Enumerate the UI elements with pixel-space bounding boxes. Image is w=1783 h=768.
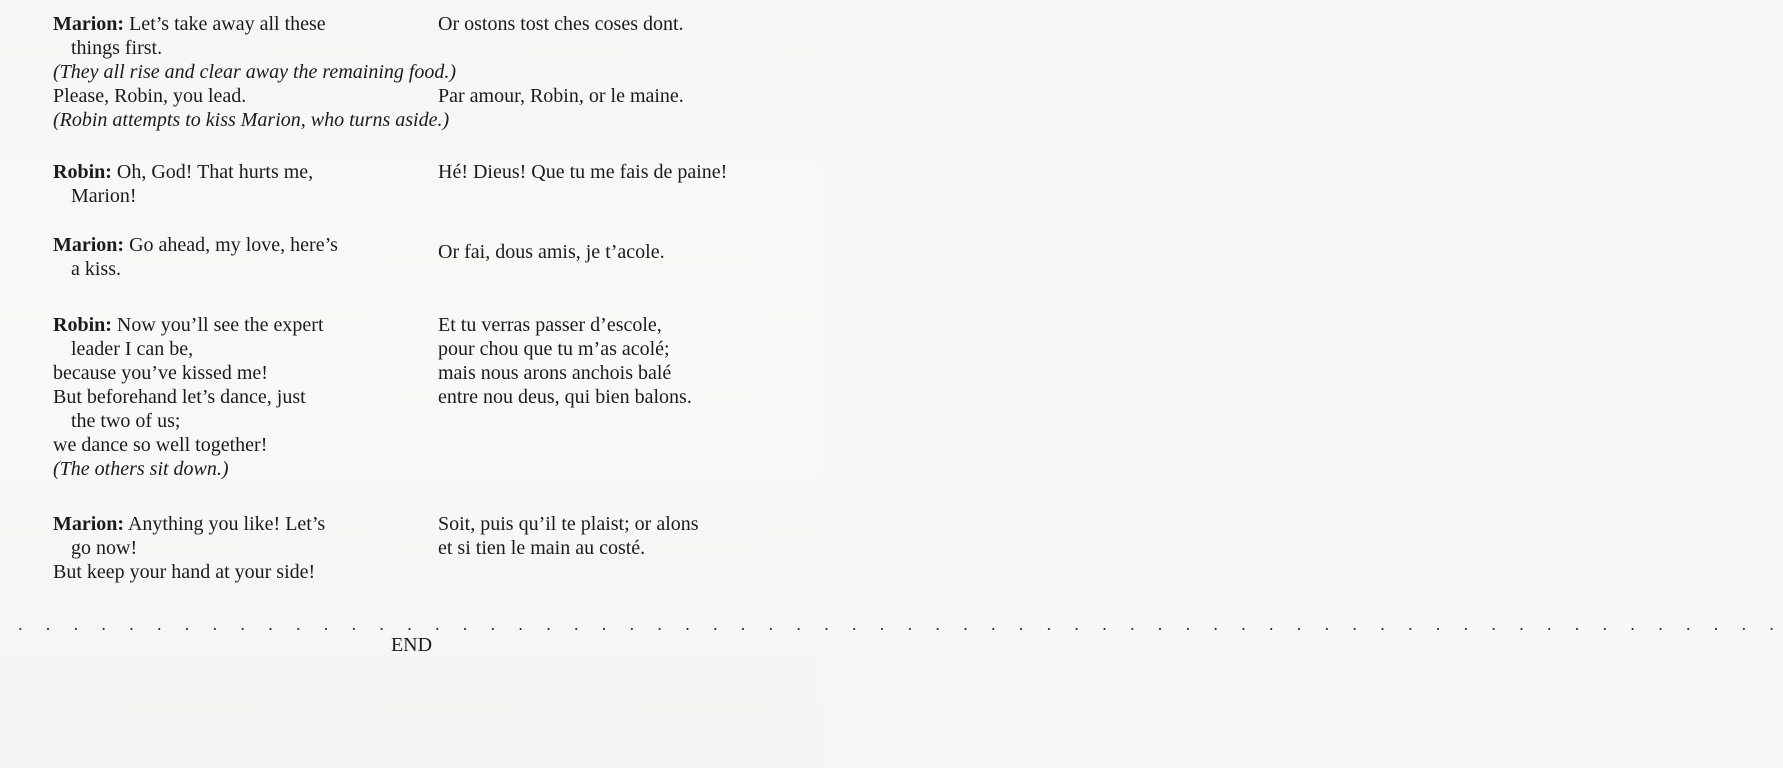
french-line: Par amour, Robin, or le maine. xyxy=(438,85,684,107)
french-line: Hé! Dieus! Que tu me fais de paine! xyxy=(438,161,728,183)
stage-direction xyxy=(53,60,753,84)
french-line: mais nous arons anchois balé xyxy=(438,362,672,384)
english-line: things first. xyxy=(71,37,163,59)
stage-direction-text: (The others sit down.) xyxy=(53,458,229,480)
speaker-name: Marion: xyxy=(53,234,125,256)
french-stanza-6 xyxy=(438,512,818,560)
english-line xyxy=(53,233,398,257)
end-label: END xyxy=(390,634,433,656)
french-line: Or fai, dous amis, je t’acole. xyxy=(438,241,665,263)
dialogue-text: Oh, God! That hurts me, xyxy=(111,161,314,183)
english-line: the two of us; xyxy=(71,410,181,432)
english-stanza-6 xyxy=(53,512,398,584)
english-stanza-1 xyxy=(53,12,398,60)
english-line xyxy=(53,160,398,184)
french-stanza-4 xyxy=(438,240,818,264)
speaker-name: Robin: xyxy=(53,314,112,336)
english-stanza-2 xyxy=(53,84,398,108)
english-line xyxy=(53,12,398,36)
stage-direction-text: (They all rise and clear away the remaining food.) xyxy=(53,61,457,83)
english-stanza-4 xyxy=(53,233,398,281)
english-line: we dance so well together! xyxy=(53,434,268,456)
english-line: because you’ve kissed me! xyxy=(53,362,268,384)
english-line xyxy=(53,512,398,536)
dialogue-text: Now you’ll see the expert xyxy=(111,314,324,336)
french-stanza-3 xyxy=(438,160,818,184)
english-stanza-5 xyxy=(53,313,398,481)
dialogue-text: Anything you like! Let’s xyxy=(124,513,326,535)
french-line: Soit, puis qu’il te plaist; or alons xyxy=(438,513,699,535)
french-line: et si tien le main au costé. xyxy=(438,537,646,559)
english-line xyxy=(53,313,398,337)
english-line: leader I can be, xyxy=(71,338,194,360)
french-line: Et tu verras passer d’escole, xyxy=(438,314,662,336)
english-line: But beforehand let’s dance, just xyxy=(53,386,306,408)
english-line: go now! xyxy=(71,537,138,559)
speaker-name: Marion: xyxy=(53,13,125,35)
french-stanza-1 xyxy=(438,12,818,36)
french-stanza-2 xyxy=(438,84,818,108)
dialogue-text: Let’s take away all these xyxy=(124,13,326,35)
stage-direction xyxy=(53,108,753,132)
english-stanza-3 xyxy=(53,160,398,208)
english-line: But keep your hand at your side! xyxy=(53,561,316,583)
speaker-name: Robin: xyxy=(53,161,112,183)
dotted-divider: . . . . . . . . . . . . . . . . . . . . . . . . . . . . . . . . . . . . . . . . . . . . . . . . . . . . . . . . . . . . . . . . xyxy=(18,614,1783,634)
french-line: pour chou que tu m’as acolé; xyxy=(438,338,670,360)
english-line: Please, Robin, you lead. xyxy=(53,85,247,107)
stage-direction-text: (Robin attempts to kiss Marion, who turns aside.) xyxy=(53,109,450,131)
english-line: a kiss. xyxy=(71,258,121,280)
french-line: Or ostons tost ches coses dont. xyxy=(438,13,684,35)
dialogue-text: Go ahead, my love, here’s xyxy=(124,234,338,256)
speaker-name: Marion: xyxy=(53,513,125,535)
french-line: entre nou deus, qui bien balons. xyxy=(438,386,692,408)
english-line: Marion! xyxy=(71,185,137,207)
french-stanza-5 xyxy=(438,313,818,409)
